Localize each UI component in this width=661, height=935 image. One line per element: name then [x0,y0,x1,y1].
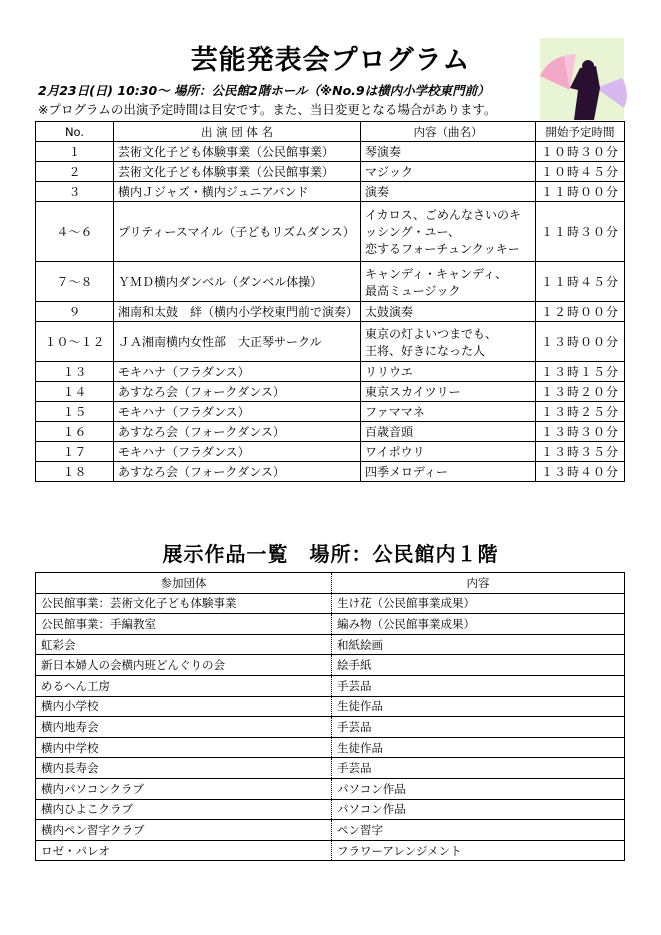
program-no: １３ [36,362,114,382]
program-group: モキハナ（フラダンス） [114,362,361,382]
exhibit-content: パソコン作品 [332,778,625,799]
program-time: １３時２０分 [536,382,625,402]
program-content-line: キャンディ・キャンディ、 [365,266,508,281]
program-row [36,322,625,362]
program-group: 湘南和太鼓 絆（横内小学校東門前で演奏） [114,302,361,322]
header-time: 開始予定時間 [536,122,625,142]
program-row [36,402,625,422]
program-no: ３ [36,182,114,202]
event-info: 2月23日(日) 10:30～ 場所：公民館2階ホール（※No.9は横内小学校東門前） [38,83,490,98]
exhibit-group: 虹彩会 [36,634,332,655]
exhibit-content: 手芸品 [332,758,625,779]
program-no: １５ [36,402,114,422]
program-time: １３時３０分 [536,422,625,442]
exhibit-content: 手芸品 [332,717,625,738]
exhibit-row [36,840,625,861]
schedule-note: ※プログラムの出演予定時間は目安です。また、当日変更となる場合があります。 [38,102,497,117]
exhibit-row [36,758,625,779]
exhibit-group: 横内パソコンクラブ [36,778,332,799]
exhibit-row [36,593,625,614]
program-content-line: ッシング・ユー、 [365,225,460,239]
program-content: 琴演奏 [361,142,536,162]
exhibit-row [36,675,625,696]
program-no: １６ [36,422,114,442]
header-no: No. [36,122,114,142]
program-time: １３時３５分 [536,442,625,462]
program-row [36,182,625,202]
program-no: ４～６ [36,202,114,262]
program-group: あすなろ会（フォークダンス） [114,382,361,402]
exhibit-group: 横内地寿会 [36,717,332,738]
program-time: １３時００分 [536,322,625,362]
exhibit-group: めるへん工房 [36,675,332,696]
program-time: １２時００分 [536,302,625,322]
program-content: 四季メロディー [361,462,536,482]
program-group: ＹＭＤ横内ダンベル（ダンベル体操） [114,262,361,302]
program-content: 東京スカイツリー [361,382,536,402]
program-time: １１時００分 [536,182,625,202]
program-group: あすなろ会（フォークダンス） [114,462,361,482]
program-content: 太鼓演奏 [361,302,536,322]
program-content: 演奏 [361,182,536,202]
program-content-line: 王将、好きになった人 [365,343,486,358]
exhibit-row [36,820,625,841]
exhibit-header-content: 内容 [332,573,625,594]
program-group: 横内Ｊジャズ・横内ジュニアバンド [114,182,361,202]
program-time: １１時４５分 [536,262,625,302]
exhibit-group: 横内ひよこクラブ [36,799,332,820]
exhibit-row [36,696,625,717]
exhibit-group: 公民館事業：芸術文化子ども体験事業 [36,593,332,614]
exhibit-content: 生け花（公民館事業成果） [332,593,625,614]
program-row [36,142,625,162]
fan-dancer-illustration [536,38,628,120]
exhibit-content: 手芸品 [332,675,625,696]
program-row [36,382,625,402]
exhibit-content: パソコン作品 [332,799,625,820]
program-content [361,322,536,362]
program-no: １ [36,142,114,162]
exhibit-row [36,778,625,799]
exhibit-group: 公民館事業：手編教室 [36,614,332,635]
program-group: モキハナ（フラダンス） [114,442,361,462]
header-group: 出 演 団 体 名 [114,122,361,142]
page-title: 芸能発表会プログラム [190,45,471,76]
exhibit-table [35,572,625,861]
program-group: プリティースマイル（子どもリズムダンス） [114,202,361,262]
program-row [36,422,625,442]
program-content-line: 最高ミュージック [365,283,461,298]
program-no: １８ [36,462,114,482]
exhibit-group: 横内長寿会 [36,758,332,779]
program-group: あすなろ会（フォークダンス） [114,422,361,442]
program-time: １１時３０分 [536,202,625,262]
exhibit-header-row [36,573,625,594]
program-group: モキハナ（フラダンス） [114,402,361,422]
program-time: １３時２５分 [536,402,625,422]
program-content: ファママネ [361,402,536,422]
program-row [36,302,625,322]
program-row [36,462,625,482]
program-content: 百歳音頭 [361,422,536,442]
program-row [36,202,625,262]
program-group: 芸術文化子ども体験事業（公民館事業） [114,162,361,182]
program-content [361,202,536,262]
program-content [361,262,536,302]
exhibit-content: 生徒作品 [332,737,625,758]
exhibit-group: 横内小学校 [36,696,332,717]
exhibit-header-group: 参加団体 [36,573,332,594]
exhibit-group: ロゼ・パレオ [36,840,332,861]
program-no: １０～１２ [36,322,114,362]
program-time: １０時４５分 [536,162,625,182]
program-content-line: 東京の灯よいつまでも、 [365,326,498,341]
exhibit-row [36,634,625,655]
program-time: １３時１５分 [536,362,625,382]
program-group: ＪＡ湘南横内女性部 大正琴サークル [114,322,361,362]
exhibit-row [36,655,625,676]
exhibit-row [36,717,625,738]
program-no: １７ [36,442,114,462]
exhibit-row [36,614,625,635]
exhibit-content: 生徒作品 [332,696,625,717]
program-content: ワイポウリ [361,442,536,462]
exhibit-row [36,737,625,758]
exhibit-content: 和紙絵画 [332,634,625,655]
program-content-line: イカロス、ごめんなさいのキ [365,208,522,222]
program-header-row [36,122,625,142]
program-content: マジック [361,162,536,182]
exhibit-content: 編み物（公民館事業成果） [332,614,625,635]
program-content: リリウエ [361,362,536,382]
program-time: １３時４０分 [536,462,625,482]
exhibit-row [36,799,625,820]
program-no: ２ [36,162,114,182]
header-content: 内容（曲名） [361,122,536,142]
exhibit-title: 展示作品一覧 場所：公民館内１階 [162,542,499,566]
program-group: 芸術文化子ども体験事業（公民館事業） [114,142,361,162]
exhibit-content: フラワーアレンジメント [332,840,625,861]
exhibit-group: 横内ペン習字クラブ [36,820,332,841]
program-row [36,162,625,182]
exhibit-content: ペン習字 [332,820,625,841]
program-row [36,442,625,462]
program-row [36,262,625,302]
program-no: ７～８ [36,262,114,302]
exhibit-group: 新日本婦人の会横内班どんぐりの会 [36,655,332,676]
program-no: １４ [36,382,114,402]
program-content-line: 恋するフォーチュンクッキー [365,242,520,256]
exhibit-content: 絵手紙 [332,655,625,676]
program-time: １０時３０分 [536,142,625,162]
program-no: ９ [36,302,114,322]
exhibit-group: 横内中学校 [36,737,332,758]
program-table [35,121,625,482]
program-row [36,362,625,382]
